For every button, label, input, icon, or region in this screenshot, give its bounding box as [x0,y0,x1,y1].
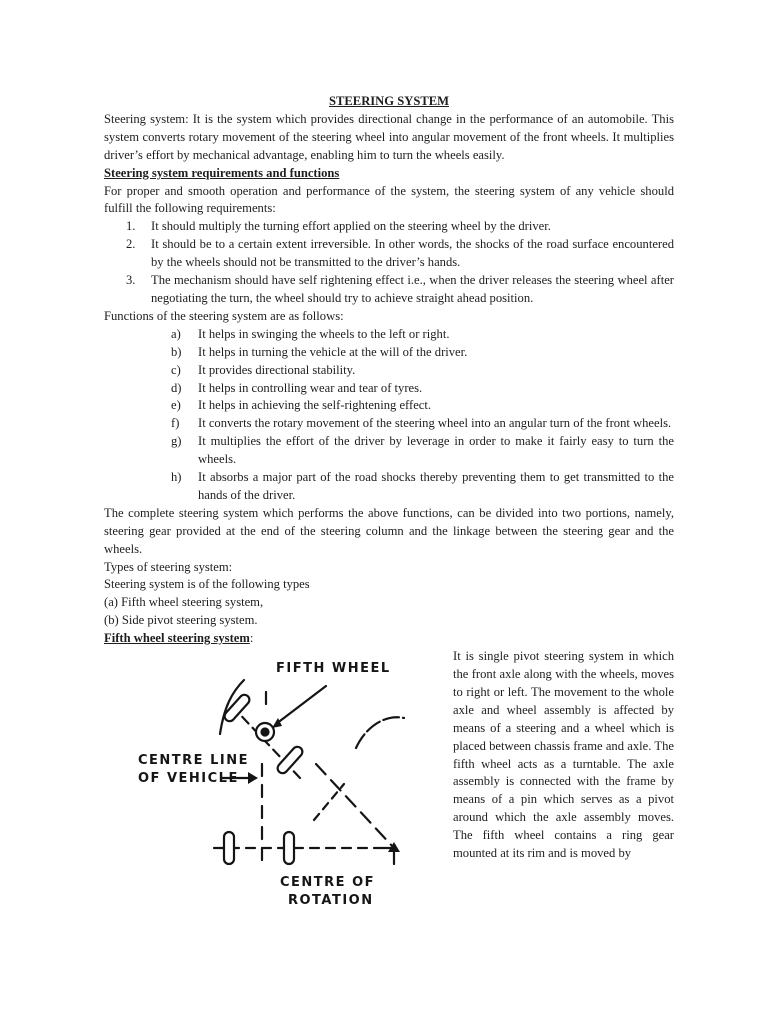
type-b: (b) Side pivot steering system. [104,613,258,628]
list-marker: 2. [126,237,136,252]
functions-intro: Functions of the steering system are as follows: [104,308,344,323]
list-item [104,415,674,433]
label-centre-line: CENTRE LINE [138,753,249,769]
list-item-text: It helps in swinging the wheels to the left or right. [198,326,450,341]
front-right-wheel [276,745,305,775]
pointer-arrow-fifth-wheel [276,686,326,724]
fifth-wheel-heading-line [104,630,674,648]
fifth-wheel-diagram [104,652,434,914]
page-title: STEERING SYSTEM [328,94,450,108]
document-page [104,93,674,918]
list-item-text: It multiplies the effort of the driver by leverage in order to make it fairly easy to turn the wheels. [198,434,674,467]
list-item [104,218,674,236]
list-item-text: It helps in turning the vehicle at the will of the driver. [198,344,468,359]
intro-paragraph: Steering system: It is the system which provides directional change in the performance of an automobile. This system converts rotary movement of the steering wheel into angular movement of the front wheels. It multiplies driver’s effort by mechanical advantage, enabling him to turn the wheels easily. [104,111,674,162]
list-marker: d) [171,380,182,395]
list-item-text: It converts the rotary movement of the steering wheel into an angular turn of the front wheels. [198,416,672,431]
rear-left-wheel [224,832,234,864]
list-marker: h) [171,470,182,485]
list-marker: e) [171,398,181,413]
requirements-heading: Steering system requirements and functions [104,165,340,180]
list-marker: b) [171,344,182,359]
list-item [104,397,674,415]
list-item-text: The mechanism should have self rightening effect i.e., when the driver releases the steering wheel after negotiating the turn, the wheel should try to achieve straight ahead position. [151,273,674,305]
list-marker: c) [171,362,181,377]
requirements-list [104,218,674,308]
list-item-text: It provides directional stability. [198,362,356,377]
label-rotation: ROTATION [288,893,374,909]
complete-system-paragraph: The complete steering system which performs the above functions, can be divided into two portions, namely, steering gear provided at the end of the steering column and the linkage between the steering gear and the wheels. [104,505,674,556]
list-item [104,380,674,398]
list-marker: 3. [126,273,136,288]
list-item-text: It helps in achieving the self-rightening effect. [198,398,432,413]
fifth-wheel-section [104,648,674,918]
list-item-text: It should multiply the turning effort applied on the steering wheel by the driver. [151,219,551,234]
list-item [104,433,674,469]
list-item [104,344,674,362]
types-label: Types of steering system: [104,559,233,574]
list-item [104,236,674,272]
functions-list [104,326,674,505]
steering-arc [356,717,404,748]
label-fifth-wheel: FIFTH WHEEL [276,661,391,677]
fifth-wheel-heading: Fifth wheel steering system [104,631,250,646]
arrowhead [248,772,258,784]
rear-right-wheel [284,832,294,864]
label-centre-of: CENTRE OF [280,875,376,891]
list-item [104,326,674,344]
fifth-wheel-description: It is single pivot steering system in which the front axle along with the wheels, moves to right or left. The movement to the whole axle and wheel assembly is affected by means of a steering and a wheel which is placed between chassis frame and axle. The fifth wheel acts as a turntable. The axle assembly is connected with the frame by means of a pin which serves as a pivot around which the axle assembly moves. The fifth wheel contains a ring gear mounted at its rim and is moved by [453,649,674,861]
list-item-text: It should be to a certain extent irreversible. In other words, the shocks of the road surface encountered by the wheels should not be transmitted to the driver’s hands. [151,237,674,270]
list-item-text: It helps in controlling wear and tear of tyres. [198,380,423,395]
list-item [104,469,674,505]
list-marker: g) [171,434,182,449]
list-item [104,362,674,380]
list-item-text: It absorbs a major part of the road shocks thereby preventing them to get transmitted to the hands of the driver. [198,470,674,502]
type-a: (a) Fifth wheel steering system, [104,595,264,610]
list-marker: f) [171,416,180,431]
heading-colon: : [249,631,254,646]
requirements-intro: For proper and smooth operation and performance of the system, the steering system of any vehicle should fulfill the following requirements: [104,183,674,216]
label-of-vehicle: OF VEHICLE [138,771,239,787]
list-marker: a) [171,326,181,341]
list-marker: 1. [126,219,136,234]
list-item [104,272,674,308]
types-intro: Steering system is of the following types [104,577,310,592]
rotation-line [316,764,394,848]
